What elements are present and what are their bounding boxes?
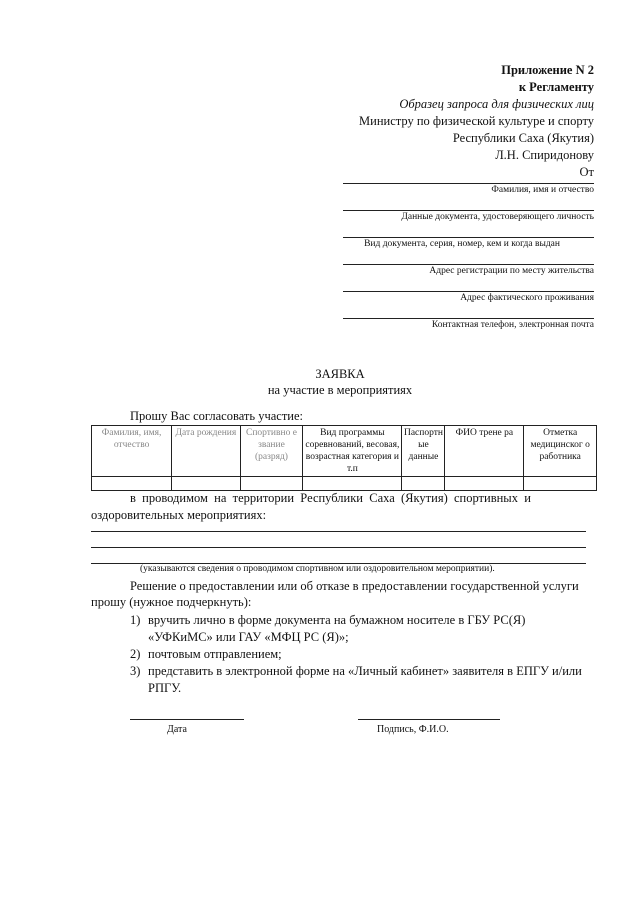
id-document-line[interactable] xyxy=(343,210,594,211)
option-3-text-cont[interactable]: РПГУ. xyxy=(148,681,182,695)
registration-address-caption: Адрес регистрации по месту жительства xyxy=(429,266,594,276)
contacts-caption: Контактная телефон, электронная почта xyxy=(431,320,594,330)
request-intro: Прошу Вас согласовать участие: xyxy=(130,409,304,423)
option-2-number: 2) xyxy=(130,647,141,661)
decision-text: Решение о предоставлении или об отказе в предоставлении государственной услуги xyxy=(130,579,579,593)
event-line-2[interactable] xyxy=(91,547,586,548)
name-line[interactable] xyxy=(343,183,594,184)
document-title: ЗАЯВКА xyxy=(315,367,365,381)
option-1-number: 1) xyxy=(130,613,141,627)
document-details-line[interactable] xyxy=(343,237,594,238)
id-document-caption: Данные документа, удостоверяющего личность xyxy=(401,212,594,222)
name-caption: Фамилия, имя и отчество xyxy=(491,185,594,195)
document-subtitle: на участие в мероприятиях xyxy=(267,383,413,397)
event-caption: (указываются сведения о проводимом спортивном или оздоровительном мероприятии). xyxy=(140,564,495,574)
regulation-ref: к Регламенту xyxy=(518,80,594,94)
option-3-text[interactable]: представить в электронной форме на «Личный кабинет» заявителя в ЕПГУ и/или xyxy=(148,664,582,678)
appendix-title: Приложение N 2 xyxy=(501,63,594,77)
territory-text: в проводимом на территории Республики Саха (Якутия) спортивных и xyxy=(130,491,531,505)
header-fullname: Фамилия, имя, отчество xyxy=(92,426,172,477)
header-birthdate: Дата рождения xyxy=(172,426,240,477)
registration-address-line[interactable] xyxy=(343,264,594,265)
signature-line[interactable] xyxy=(358,719,500,720)
date-line[interactable] xyxy=(130,719,244,720)
addressee-line1: Министру по физической культуре и спорту xyxy=(359,114,594,128)
contacts-line[interactable] xyxy=(343,318,594,319)
option-1-text[interactable]: вручить лично в форме документа на бумажном носителе в ГБУ РС(Я) xyxy=(148,613,526,627)
header-coach: ФИО трене ра xyxy=(445,426,524,477)
header-program: Вид программы соревнований, весовая, возрастная категория и т.п xyxy=(303,426,402,477)
header-passport: Паспортн ые данные xyxy=(402,426,445,477)
actual-address-line[interactable] xyxy=(343,291,594,292)
date-label: Дата xyxy=(167,724,187,735)
addressee-line3: Л.Н. Спиридонову xyxy=(495,148,594,162)
territory-text-cont: оздоровительных мероприятиях: xyxy=(91,508,267,522)
addressee-line2: Республики Саха (Якутия) xyxy=(452,131,594,145)
event-line-1[interactable] xyxy=(91,531,586,532)
table-row[interactable] xyxy=(92,477,597,491)
option-2-text[interactable]: почтовым отправлением; xyxy=(148,647,282,661)
participants-table xyxy=(91,425,597,491)
decision-text-cont: прошу (нужное подчеркнуть): xyxy=(91,595,252,609)
from-label: От xyxy=(579,165,594,179)
signature-label: Подпись, Ф.И.О. xyxy=(377,724,449,735)
header-sport-rank: Спортивно е звание (разряд) xyxy=(240,426,303,477)
option-1-text-cont[interactable]: «УФКиМС» или ГАУ «МФЦ РС (Я)»; xyxy=(148,630,349,644)
sample-label: Образец запроса для физических лиц xyxy=(399,97,594,111)
header-medical: Отметка медицинског о работника xyxy=(524,426,597,477)
actual-address-caption: Адрес фактического проживания xyxy=(460,293,594,303)
option-3-number: 3) xyxy=(130,664,141,678)
table-header-row xyxy=(92,426,597,477)
document-details-caption: Вид документа, серия, номер, кем и когда выдан xyxy=(364,239,560,249)
